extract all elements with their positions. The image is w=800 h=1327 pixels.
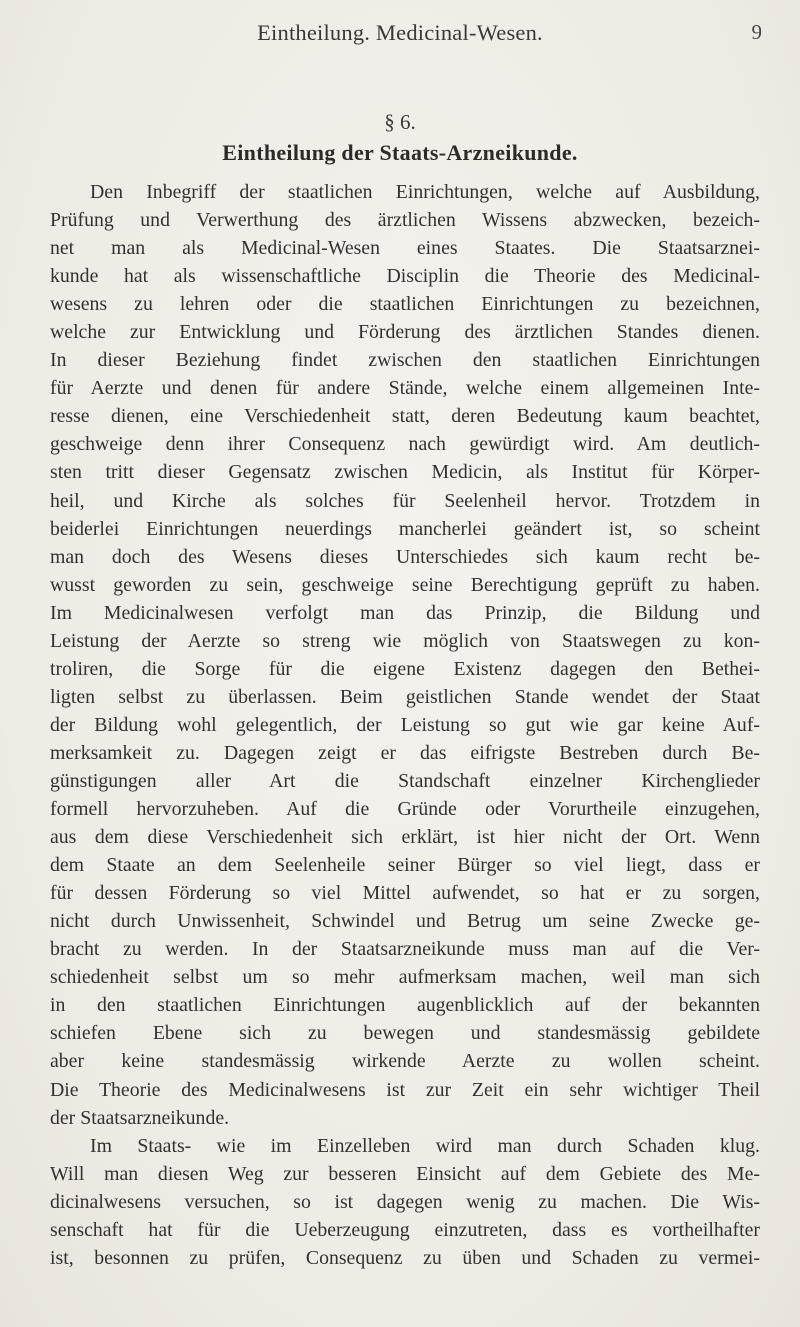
text-line: resse dienen, eine Verschiedenheit statt, deren Bedeutung kaum beachtet, — [50, 405, 760, 428]
text-line: aus dem diese Verschiedenheit sich erklärt, ist hier nicht der Ort. Wenn — [50, 826, 760, 849]
text-line: sten tritt dieser Gegensatz zwischen Medicin, als Institut für Körper- — [50, 461, 760, 484]
text-line: Die Theorie des Medicinalwesens ist zur Zeit ein sehr wichtiger Theil — [50, 1078, 760, 1101]
text-line: der Staatsarzneikunde. — [50, 1106, 230, 1129]
text-line: kunde hat als wissenschaftliche Disciplin die Theorie des Medicinal- — [50, 265, 760, 288]
text-line: günstigungen aller Art die Standschaft einzelner Kirchenglieder — [50, 769, 760, 792]
text-line: nicht durch Unwissenheit, Schwindel und Betrug um seine Zwecke ge- — [50, 910, 760, 933]
text-line: In dieser Beziehung findet zwischen den staatlichen Einrichtungen — [50, 349, 760, 372]
text-line: dicinalwesens versuchen, so ist dagegen wenig zu machen. Die Wis- — [50, 1190, 760, 1213]
text-line: der Bildung wohl gelegentlich, der Leistung so gut wie gar keine Auf- — [50, 713, 760, 736]
section-number: § 6. — [384, 110, 416, 134]
text-line: merksamkeit zu. Dagegen zeigt er das eifrigste Bestreben durch Be- — [50, 741, 760, 764]
text-line: Den Inbegriff der staatlichen Einrichtungen, welche auf Ausbildung, — [90, 181, 760, 203]
text-line: Will man diesen Weg zur besseren Einsicht auf dem Gebiete des Me- — [50, 1162, 760, 1185]
text-line: formell hervorzuheben. Auf die Gründe oder Vorurtheile einzugehen, — [50, 798, 760, 821]
text-line: Im Staats- wie im Einzelleben wird man durch Schaden klug. — [90, 1134, 760, 1157]
text-line: beiderlei Einrichtungen neuerdings mancherlei geändert ist, so scheint — [50, 517, 760, 540]
text-line: ligten selbst zu überlassen. Beim geistlichen Stande wendet der Staat — [50, 685, 760, 708]
text-line: wusst geworden zu sein, geschweige seine Berechtigung geprüft zu haben. — [50, 573, 760, 596]
running-title: Eintheilung. Medicinal-Wesen. — [257, 20, 543, 45]
text-line: troliren, die Sorge für die eigene Existenz dagegen den Bethei- — [50, 657, 760, 680]
text-line: wesens zu lehren oder die staatlichen Einrichtungen zu bezeichnen, — [50, 293, 760, 316]
text-line: für dessen Förderung so viel Mittel aufwendet, so hat er zu sorgen, — [50, 882, 760, 905]
page-number: 9 — [751, 20, 762, 44]
text-line: schiefen Ebene sich zu bewegen und standesmässig gebildete — [50, 1022, 760, 1045]
text-line: Im Medicinalwesen verfolgt man das Prinzip, die Bildung und — [50, 601, 760, 624]
body-text — [50, 178, 760, 1272]
text-line: in den staatlichen Einrichtungen augenblicklich auf der bekannten — [50, 994, 760, 1017]
text-line: ist, besonnen zu prüfen, Consequenz zu üben und Schaden zu vermei- — [50, 1246, 760, 1269]
text-line: bracht zu werden. In der Staatsarzneikunde muss man auf die Ver- — [50, 938, 760, 961]
text-line: für Aerzte und denen für andere Stände, welche einem allgemeinen Inte- — [50, 377, 760, 400]
text-line: dem Staate an dem Seelenheile seiner Bürger so viel liegt, dass er — [50, 854, 760, 877]
running-head — [0, 20, 800, 60]
text-line: welche zur Entwicklung und Förderung des ärztlichen Standes dienen. — [50, 321, 760, 344]
text-line: heil, und Kirche als solches für Seelenheil hervor. Trotzdem in — [50, 489, 760, 512]
text-line: schiedenheit selbst um so mehr aufmerksam machen, weil man sich — [50, 966, 760, 989]
section-title: Eintheilung der Staats-Arzneikunde. — [222, 140, 578, 165]
text-line: Leistung der Aerzte so streng wie möglich von Staatswegen zu kon- — [50, 629, 760, 652]
text-line: aber keine standesmässig wirkende Aerzte zu wollen scheint. — [50, 1050, 760, 1073]
text-line: senschaft hat für die Ueberzeugung einzutreten, dass es vortheilhafter — [50, 1218, 760, 1241]
text-line: geschweige denn ihrer Consequenz nach gewürdigt wird. Am deutlich- — [50, 433, 760, 456]
text-line: man doch des Wesens dieses Unterschiedes sich kaum recht be- — [50, 545, 760, 568]
text-line: Prüfung und Verwerthung des ärztlichen Wissens abzwecken, bezeich- — [50, 209, 760, 232]
text-line: net man als Medicinal-Wesen eines Staates. Die Staatsarznei- — [50, 237, 760, 260]
